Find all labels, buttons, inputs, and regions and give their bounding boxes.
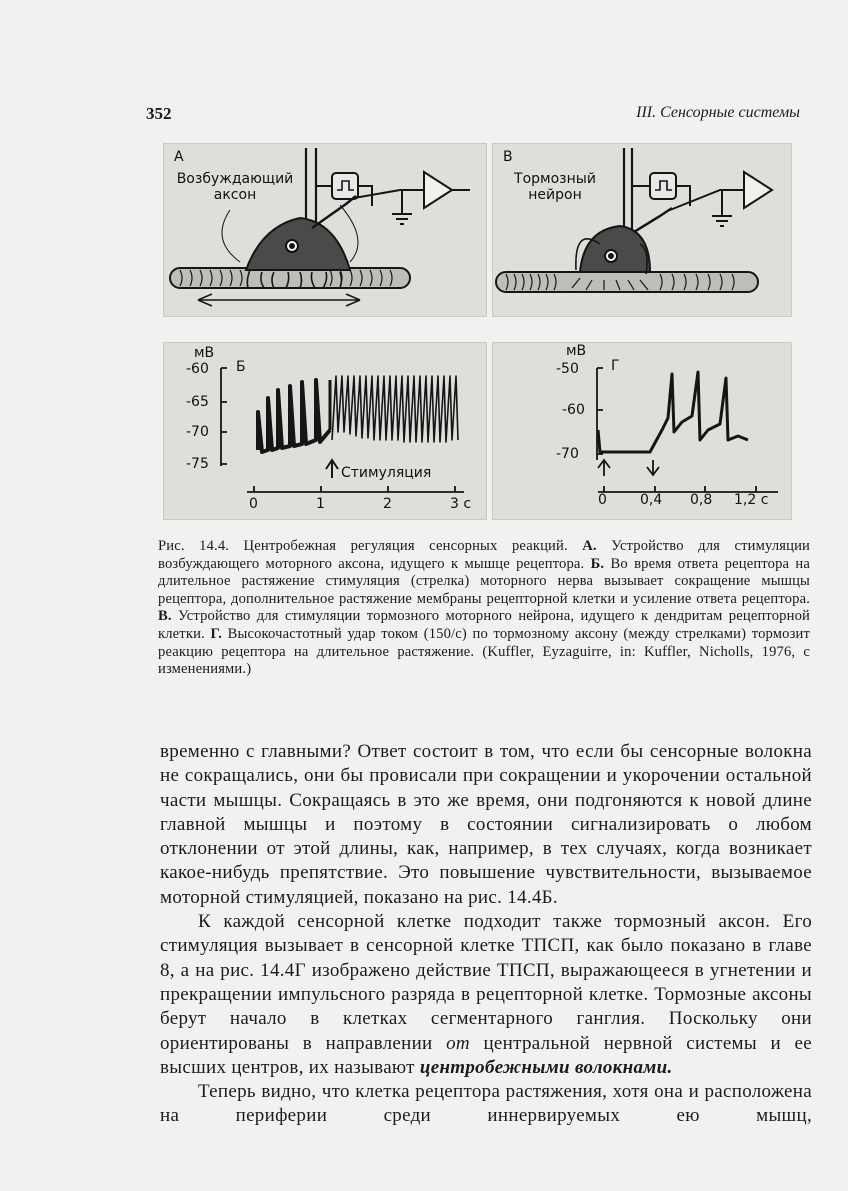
chart-g-x-tick: 0,4 [640, 492, 663, 508]
caption-letter-a: А. [582, 538, 597, 554]
chart-g-y-tick: -60 [562, 402, 585, 418]
chart-g-y-tick: -50 [556, 361, 579, 377]
chart-b-y-tick: -70 [186, 424, 209, 440]
chart-b-x-tick: 3 с [450, 496, 472, 512]
chart-g-x-tick: 0 [598, 492, 607, 508]
panel-a-letter: А [174, 149, 184, 165]
chart-g-x-tick: 0,8 [690, 492, 713, 508]
chart-g-y-unit: мВ [566, 343, 587, 359]
body-p2-middle: центральной нервной системы и ее высших центров, их называют [160, 1032, 812, 1078]
body-paragraph-3: Теперь видно, что клетка рецептора растяжения, хотя она и расположена на периферии среди иннервируемых ею мышц, [160, 1081, 812, 1127]
caption-intro: Центробежная регуляция сенсорных реакций. [229, 538, 583, 554]
body-paragraph-2 [160, 910, 812, 1080]
caption-b-text: Во время ответа рецептора на длительное растяжение стимуляция (стрелка) моторного нерва вызывает сокращение мышцы рецептора, дополнительное растяжение мембраны рецепторной клетки и усиление ответа рецептора. [158, 555, 810, 607]
caption-fig-label: Рис. 14.4. [158, 538, 230, 554]
body-text [160, 740, 812, 1129]
caption-a-text: Устройство для стимуляции возбуждающего моторного аксона, идущего к мышце рецептора. [158, 538, 810, 572]
chart-b-letter: Б [236, 359, 246, 375]
caption-v-text: Устройство для стимуляции тормозного моторного нейрона, идущего к дендритам рецепторной клетки. [158, 608, 810, 642]
chart-b-x-tick: 0 [249, 496, 258, 512]
panel-a-label-line1: Возбуждающий [176, 171, 294, 187]
caption-letter-g: Г. [210, 625, 223, 642]
running-header: III. Сенсорные системы [636, 104, 800, 121]
caption-g-text: Высокочастотный удар током (150/с) по тормозному аксону (между стрелками) тормозит реакцию рецептора на длительное растяжение. (Kuffler, Eyzaguirre, in: Kuffler, Nicholls, 1976, с изменениями.) [158, 625, 811, 678]
caption-letter-b: Б. [590, 555, 605, 572]
figure-14-4 [0, 0, 848, 540]
chart-b-stimulus-label: Стимуляция [341, 465, 432, 481]
body-p2-before: К каждой сенсорной клетке подходит также тормозный аксон. Его стимуляция вызывает в сенсорной клетке ТПСП, как было показано в главе 8, а на рис. 14.4Г изображено действие ТПСП, выражающееся в угнетении и прекращении импульсного разряда в рецепторной клетке. Тормозные аксоны берут начало в клетках сегментарного ганглия. Поскольку они ориентированы в направлении [160, 911, 812, 1054]
panel-v-label-line2: нейрон [528, 187, 582, 203]
panel-v-label-line1: Тормозный [514, 171, 596, 187]
chart-b-y-tick: -75 [186, 456, 209, 472]
panel-v-letter: В [503, 149, 513, 165]
chart-b-y-tick: -60 [186, 361, 209, 377]
panel-a-label-line2: аксон [213, 187, 257, 203]
chart-b-x-tick: 1 [316, 496, 325, 512]
chart-g-plot [597, 368, 778, 492]
figure-caption [158, 538, 810, 679]
chart-g-letter: Г [611, 358, 620, 374]
chart-b-y-tick: -65 [186, 394, 209, 410]
caption-letter-v: В. [158, 608, 172, 625]
page-number: 352 [146, 104, 172, 123]
chart-g-y-tick: -70 [556, 446, 579, 462]
chart-b-y-unit: мВ [194, 345, 215, 361]
panel-v-schematic [496, 148, 772, 292]
body-p2-emphasis: от [446, 1032, 470, 1054]
body-paragraph-1: временно с главными? Ответ состоит в том, что если бы сенсорные волокна не сокращались, они бы провисали при сокращении и укорочении остальной части мышцы. Сокращаясь в это же время, они подгоняются к новой длине главной мышцы и поэтому в состоянии сигнализировать о любом отклонении от этой длины, как, например, в тех случаях, когда возникает какое-нибудь препятствие. Это повышение чувствительности, вызываемое моторной стимуляцией, показано на рис. 14.4Б. [160, 741, 812, 908]
chart-b-x-tick: 2 [383, 496, 392, 512]
figure-drawings [0, 0, 848, 540]
chart-g-x-tick: 1,2 с [734, 492, 769, 508]
body-p2-term: центробежными волокнами. [419, 1056, 673, 1078]
